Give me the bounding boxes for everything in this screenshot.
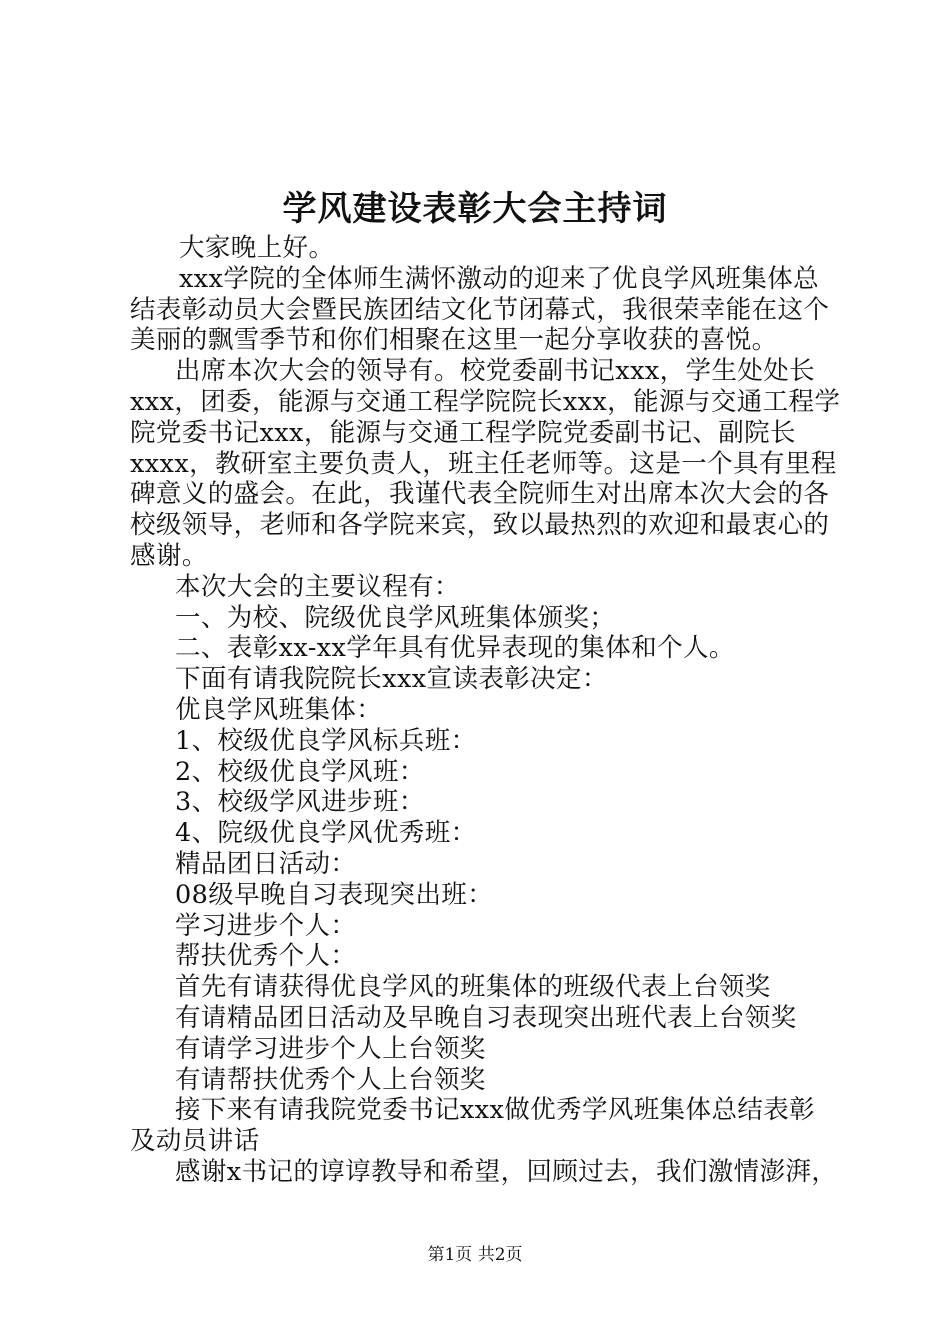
paragraph-line: 大家晚上好。 [179,233,335,263]
paragraph-line: 1、校级优良学风标兵班： [175,725,477,756]
paragraph-line: 帮扶优秀个人： [175,941,357,972]
paragraph-line: 校级领导，老师和各学院来宾，致以最热烈的欢迎和最衷心的 [130,510,830,541]
paragraph-line: 二、表彰xx-xx学年具有优异表现的集体和个人。 [175,633,735,664]
paragraph-line: 接下来有请我院党委书记xxx做优秀学风班集体总结表彰 [175,1095,816,1126]
paragraph-line: xxxx，教研室主要负责人，班主任老师等。这是一个具有里程 [130,448,837,479]
paragraph-line: 有请精品团日活动及早晚自习表现突出班代表上台领奖 [175,1002,797,1033]
paragraph-line: 出席本次大会的领导有。校党委副书记xxx，学生处处长 [175,356,816,387]
paragraph-line: 感谢。 [130,540,208,571]
paragraph-line: 有请学习进步个人上台领奖 [175,1033,486,1064]
paragraph-line: 下面有请我院院长xxx宣读表彰决定： [175,664,608,695]
paragraph-line: 一、为校、院级优良学风班集体颁奖； [175,602,616,633]
paragraph-line: 2、校级优良学风班： [175,756,425,787]
paragraph-line: 首先有请获得优良学风的班集体的班级代表上台领奖 [175,972,771,1003]
paragraph-line: 碑意义的盛会。在此，我谨代表全院师生对出席本次大会的各 [130,479,830,510]
paragraph-line: 感谢x书记的谆谆教导和希望，回顾过去，我们激情澎湃， [175,1156,838,1187]
document-body [130,233,841,1188]
paragraph-line: 本次大会的主要议程有： [175,571,460,602]
paragraph-line: 美丽的飘雪季节和你们相聚在这里一起分享收获的喜悦。 [130,325,778,356]
paragraph-line: 院党委书记xxx，能源与交通工程学院党委副书记、副院长 [130,417,796,448]
paragraph-line: 3、校级学风进步班： [175,787,425,818]
paragraph-line: 4、院级优良学风优秀班： [175,818,477,849]
paragraph-line: 学习进步个人： [175,910,357,941]
paragraph-line: xxx学院的全体师生满怀激动的迎来了优良学风班集体总 [179,263,820,294]
paragraph-line: 08级早晚自习表现突出班： [175,879,494,910]
page-footer: 第1页 共2页 [427,1245,523,1265]
paragraph-line: 结表彰动员大会暨民族团结文化节闭幕式，我很荣幸能在这个 [130,294,830,325]
paragraph-line: xxx，团委，能源与交通工程学院院长xxx，能源与交通工程学 [130,386,841,417]
document-title: 学风建设表彰大会主持词 [282,189,668,229]
paragraph-line: 及动员讲话 [130,1126,260,1157]
paragraph-line: 优良学风班集体： [175,694,383,725]
paragraph-line: 精品团日活动： [175,848,357,879]
paragraph-line: 有请帮扶优秀个人上台领奖 [175,1064,486,1095]
